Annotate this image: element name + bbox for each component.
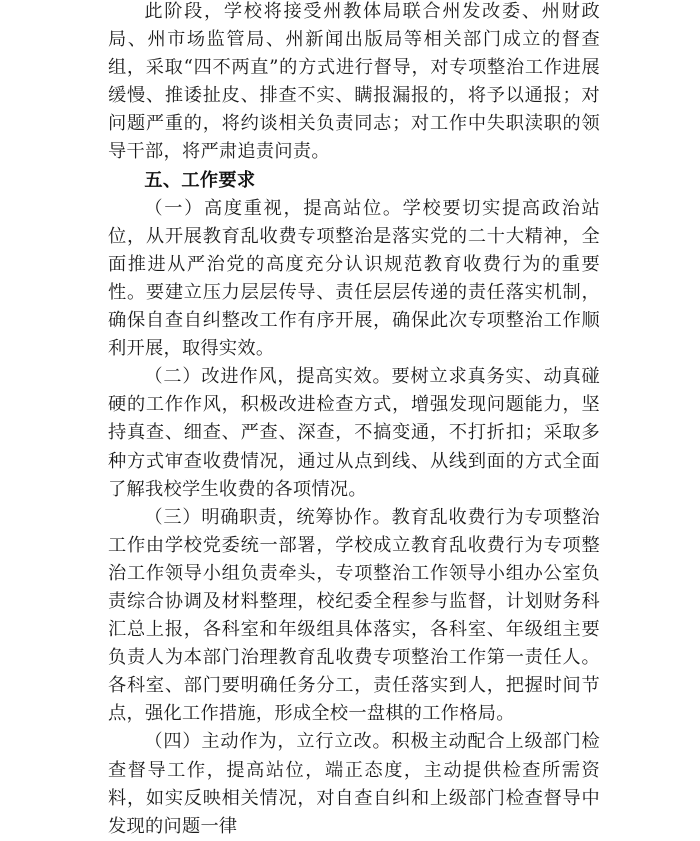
paragraph-requirement-4: （四）主动作为，立行立改。积极主动配合上级部门检查督导工作，提高站位，端正态度，主动提供检查所需资料，如实反映相关情况，对自查自纠和上级部门检查督导中发现的问题一律 [108, 731, 600, 837]
paragraph-requirement-3: （三）明确职责，统筹协作。教育乱收费行为专项整治工作由学校党委统一部署，学校成立教育乱收费行为专项整治工作领导小组负责牵头，专项整治工作领导小组办公室负责综合协调及材料整理，校纪委全程参与监督，计划财务科汇总上报，各科室和年级组具体落实，各科室、年级组主要负责人为本部门治理教育乱收费专项整治工作第一责任人。各科室、部门要明确任务分工，责任落实到人，把握时间节点，强化工作措施，形成全校一盘棋的工作格局。 [108, 506, 600, 725]
document-body [108, 0, 600, 841]
paragraph-requirement-2: （二）改进作风，提高实效。要树立求真务实、动真碰硬的工作作风，积极改进检查方式，增强发现问题能力，坚持真查、细查、严查、深查，不搞变通，不打折扣；采取多种方式审查收费情况，通过从点到线、从线到面的方式全面了解我校学生收费的各项情况。 [108, 366, 600, 500]
section-heading-work-requirements: 五、工作要求 [144, 169, 256, 191]
paragraph-requirement-1: （一）高度重视，提高站位。学校要切实提高政治站位，从开展教育乱收费专项整治是落实党的二十大精神，全面推进从严治党的高度充分认识规范教育收费行为的重要性。要建立压力层层传导、责任层层传递的责任落实机制，确保自查自纠整改工作有序开展，确保此次专项整治工作顺利开展，取得实效。 [108, 197, 600, 360]
paragraph-supervision-stage: 此阶段，学校将接受州教体局联合州发改委、州财政局、州市场监管局、州新闻出版局等相关部门成立的督查组，采取“四不两直”的方式进行督导，对专项整治工作进展缓慢、推诿扯皮、排查不实、瞒报漏报的，将予以通报；对问题严重的，将约谈相关负责同志；对工作中失职渎职的领导干部，将严肃追责问责。 [108, 1, 600, 163]
